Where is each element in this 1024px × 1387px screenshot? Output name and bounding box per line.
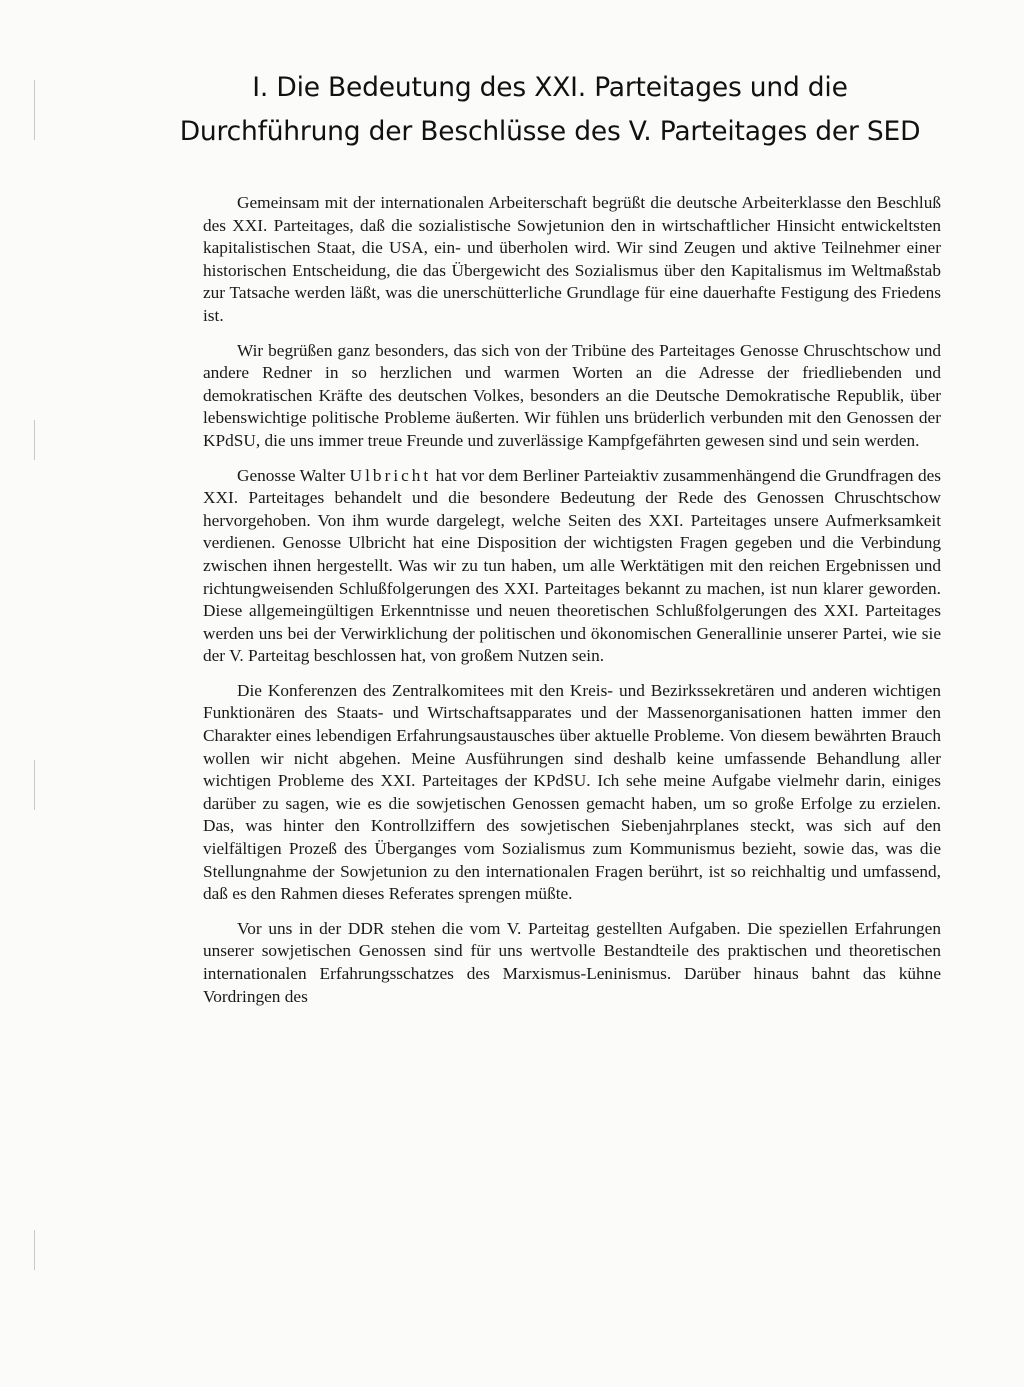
paragraph-5: Vor uns in der DDR stehen die vom V. Parteitag gestellten Aufgaben. Die speziellen Erfahrungen unserer sowjetischen Genossen sind für uns wertvolle Bestandteile des praktischen und theoretischen internationalen Erfahrungsschatzes des Marxismus-Leninismus. Darüber hinaus bahnt das kühne Vordringen des	[203, 918, 941, 1006]
scan-margin-line	[34, 80, 35, 140]
paragraph-4: Die Konferenzen des Zentralkomitees mit den Kreis- und Bezirkssekretären und anderen wichtigen Funktionären des Staats- und Wirtschaftsapparates und der Massenorganisationen hatten immer den Charakter eines lebendigen Erfahrungsaustausches über aktuelle Probleme. Von diesem bewährten Brauch wollen wir nicht abgehen. Meine Ausführungen sind deshalb keine umfassende Behandlung aller wichtigen Probleme des XXI. Parteitages der KPdSU. Ich sehe meine Aufgabe vielmehr darin, einiges darüber zu sagen, wie es die sowjetischen Genossen gemacht haben, um so große Erfolge zu erzielen. Das, was hinter den Kontrollziffern des sowjetischen Siebenjahrplanes steckt, was sich auf den vielfältigen Prozeß des Überganges vom Sozialismus zum Kommunismus bezieht, sowie das, was die Stellungnahme der Sowjetunion zu den internationalen Fragen berührt, ist so reichhaltig und umfassend, daß es den Rahmen dieses Referates sprengen müßte.	[203, 680, 941, 904]
paragraph-3	[203, 465, 941, 668]
body-text	[203, 192, 941, 1020]
scan-margin-line	[34, 420, 35, 460]
spaced-name-ulbricht: Ulbricht	[349, 465, 432, 485]
chapter-heading	[150, 66, 950, 154]
paragraph-3-rest: hat vor dem Berliner Parteiaktiv zusammenhängend die Grundfragen des XXI. Parteitages behandelt und die besondere Bedeutung der Rede des Genossen Chruschtschow hervorgehoben. Von ihm wurde dargelegt, welche Seiten des XXI. Parteitages unsere Aufmerksamkeit verdienen. Genosse Ulbricht hat eine Disposition der wichtigsten Fragen gegeben und die Verbindung zwischen ihnen hergestellt. Was wir zu tun haben, um alle Werktätigen mit den reichen Ergebnissen und richtungweisenden Schlußfolgerungen des XXI. Parteitages bekannt zu machen, ist nun klarer geworden. Diese allgemeingültigen Erkenntnisse und neuen theoretischen Schlußfolgerungen des XXI. Parteitages werden uns bei der Verwirklichung der politischen und ökonomischen Generallinie unserer Partei, wie sie der V. Parteitag beschlossen hat, von großem Nutzen sein.	[203, 465, 941, 666]
scan-margin-line	[34, 760, 35, 810]
scan-margin-line	[34, 1230, 35, 1270]
paragraph-1: Gemeinsam mit der internationalen Arbeiterschaft begrüßt die deutsche Arbeiterklasse den Beschluß des XXI. Parteitages, daß die sozialistische Sowjetunion den in wirtschaftlicher Hinsicht entwickeltsten kapitalistischen Staat, die USA, ein- und überholen wird. Wir sind Zeugen und aktive Teilnehmer einer historischen Entscheidung, die das Übergewicht des Sozialismus über den Kapitalismus im Weltmaßstab zur Tatsache werden läßt, was die unerschütterliche Grundlage für eine dauerhafte Festigung des Friedens ist.	[203, 193, 941, 325]
paragraph-3-start: Genosse Walter	[237, 465, 350, 485]
chapter-heading-line-2: Durchführung der Beschlüsse des V. Parteitages der SED	[179, 116, 921, 147]
chapter-heading-line-1: I. Die Bedeutung des XXI. Parteitages und die	[252, 72, 848, 103]
paragraph-2: Wir begrüßen ganz besonders, das sich von der Tribüne des Parteitages Genosse Chruschtschow und andere Redner in so herzlichen und warmen Worten an die Adresse der friedliebenden und demokratischen Kräfte des deutschen Volkes, besonders an die Deutsche Demokratische Republik, über lebenswichtige politische Probleme äußerten. Wir fühlen uns brüderlich verbunden mit den Genossen der KPdSU, die uns immer treue Freunde und zuverlässige Kampfgefährten gewesen sind und sein werden.	[203, 340, 941, 450]
